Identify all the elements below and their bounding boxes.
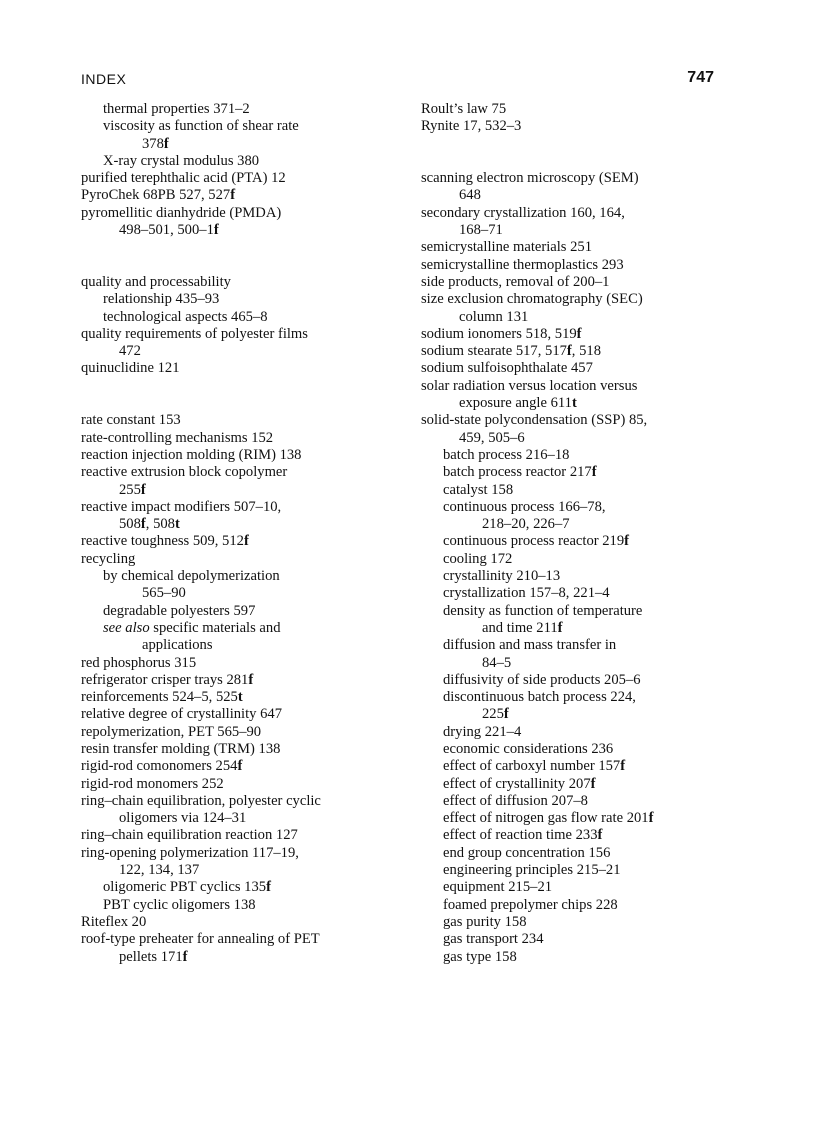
index-entry-text: 648 (459, 187, 481, 204)
index-subentry (421, 689, 716, 706)
index-spacer (421, 153, 716, 170)
index-entry-text: solid-state polycondensation (SSP) 85, (421, 412, 648, 429)
index-subentry (421, 931, 716, 948)
index-entry (81, 706, 411, 723)
index-entry-text: side products, removal of 200–1 (421, 273, 610, 290)
index-subentry (421, 845, 716, 862)
index-entry-text: roof-type preheater for annealing of PET (81, 931, 320, 948)
page-type-marker: f (230, 187, 236, 204)
index-spacer (81, 257, 411, 274)
index-entry-text: sodium sulfoisophthalate 457 (421, 360, 593, 377)
index-subentry (421, 793, 716, 810)
index-entry (421, 343, 716, 360)
index-subentry (81, 949, 411, 966)
index-entry (81, 914, 411, 931)
index-entry-text: oligomers via 124–31 (119, 810, 247, 827)
index-entry-text: purified terephthalic acid (PTA) 12 (81, 170, 286, 187)
index-entry-text: semicrystalline thermoplastics 293 (421, 256, 624, 273)
index-entry-text: 225 (482, 706, 504, 723)
page-type-marker: f (503, 706, 509, 723)
index-entry-text: red phosphorus 315 (81, 654, 197, 671)
index-entry (81, 464, 411, 481)
index-entry (81, 187, 411, 204)
index-subentry (81, 153, 411, 170)
index-entry-text: reactive impact modifiers 507–10, (81, 498, 282, 515)
index-subentry (81, 291, 411, 308)
index-subentry (81, 222, 411, 239)
index-entry-text: crystallization 157–8, 221–4 (443, 585, 610, 602)
index-entry-text: effect of nitrogen gas flow rate 201 (443, 810, 649, 827)
index-entry (81, 758, 411, 775)
index-entry-text: equipment 215–21 (443, 879, 553, 896)
index-entry (421, 101, 716, 118)
index-entry-text: quality and processability (81, 273, 231, 290)
index-entry-text: column 131 (459, 308, 529, 325)
index-entry-text: thermal properties 371–2 (103, 101, 250, 117)
index-entry-text: ring-opening polymerization 117–19, (81, 844, 299, 861)
index-entry-text: rate-controlling mechanisms 152 (81, 429, 274, 446)
index-entry-text: cooling 172 (443, 550, 513, 567)
page-type-marker: f (624, 533, 630, 550)
page-type-marker: f (182, 948, 188, 965)
index-subentry (81, 568, 411, 585)
index-entry-text: reactive toughness 509, 512 (81, 533, 244, 550)
index-entry-text: degradable polyesters 597 (103, 602, 256, 619)
page-type-marker: f (620, 758, 626, 775)
index-entry-text: technological aspects 465–8 (103, 308, 268, 325)
index-subentry (81, 343, 411, 360)
index-subentry (421, 827, 716, 844)
index-entry-text: effect of diffusion 207–8 (443, 792, 588, 809)
index-subentry (421, 724, 716, 741)
index-subentry (81, 637, 411, 654)
index-subentry (421, 879, 716, 896)
index-entry-text: discontinuous batch process 224, (443, 689, 636, 706)
index-entry (81, 689, 411, 706)
index-entry (421, 170, 716, 187)
index-subentry (421, 758, 716, 775)
index-entry-text: diffusivity of side products 205–6 (443, 671, 641, 688)
index-entry-text: pellets 171 (119, 948, 183, 965)
page-type-marker: t (174, 516, 180, 533)
index-subentry (421, 603, 716, 620)
index-entry (421, 274, 716, 291)
index-entry (421, 412, 716, 429)
index-entry-text: ring–chain equilibration reaction 127 (81, 827, 298, 844)
index-entry (81, 776, 411, 793)
index-entry (81, 533, 411, 550)
index-subentry (81, 136, 411, 153)
page-type-marker: t (571, 395, 577, 412)
page-type-marker: t (237, 689, 243, 706)
index-entry-text: 459, 505–6 (459, 429, 525, 446)
page-type-marker: f (648, 810, 654, 827)
index-entry-text: continuous process 166–78, (443, 498, 606, 515)
index-subentry (421, 741, 716, 758)
index-entry-text: effect of carboxyl number 157 (443, 758, 621, 775)
page-type-marker: f (591, 464, 597, 481)
index-subentry (421, 551, 716, 568)
index-entry-text: relative degree of crystallinity 647 (81, 706, 282, 723)
page-type-marker: f (566, 343, 572, 360)
index-entry-text: 255 (119, 481, 141, 498)
index-entry (421, 291, 716, 308)
page-type-marker: f (243, 533, 249, 550)
index-entry (81, 827, 411, 844)
index-entry (81, 845, 411, 862)
index-entry (421, 257, 716, 274)
index-entry-pages: , 508 (145, 516, 175, 533)
index-entry-text: foamed prepolymer chips 228 (443, 896, 618, 913)
index-entry-text: quinuclidine 121 (81, 360, 180, 377)
index-entry-text: continuous process reactor 219 (443, 533, 625, 550)
index-entry (81, 412, 411, 429)
page-type-marker: f (590, 775, 596, 792)
index-subentry (81, 101, 411, 118)
index-entry-text: catalyst 158 (443, 481, 514, 498)
index-subentry (421, 464, 716, 481)
index-subentry (421, 620, 716, 637)
index-entry-text: 122, 134, 137 (119, 862, 200, 879)
index-subentry (81, 585, 411, 602)
index-subentry (81, 862, 411, 879)
page-type-marker: f (237, 758, 243, 775)
index-entry-text: rate constant 153 (81, 412, 181, 429)
index-subentry (421, 672, 716, 689)
index-subentry (421, 447, 716, 464)
index-entry (421, 118, 716, 135)
index-entry-text: 472 (119, 343, 141, 360)
index-subentry (421, 533, 716, 550)
index-entry-text: gas transport 234 (443, 931, 544, 948)
index-entry-text: 218–20, 226–7 (482, 516, 570, 533)
index-subentry (421, 637, 716, 654)
cross-reference-label: see also (103, 619, 150, 636)
index-entry-text: end group concentration 156 (443, 844, 611, 861)
index-subentry (81, 620, 411, 637)
index-column-right (421, 101, 716, 966)
index-entry-text: solar radiation versus location versus (421, 377, 638, 394)
index-subentry (421, 516, 716, 533)
index-entry (81, 170, 411, 187)
index-entry-text: reaction injection molding (RIM) 138 (81, 446, 302, 463)
page-number: 747 (687, 69, 714, 86)
index-subentry (421, 655, 716, 672)
index-entry (81, 326, 411, 343)
index-entry (81, 655, 411, 672)
index-entry-text: rigid-rod comonomers 254 (81, 758, 238, 775)
index-entry-text: PBT cyclic oligomers 138 (103, 896, 256, 913)
page-type-marker: f (140, 516, 146, 533)
page-type-marker: f (248, 671, 254, 688)
index-entry (421, 378, 716, 395)
index-entry-text: 168–71 (459, 222, 503, 239)
index-entry-text: ring–chain equilibration, polyester cyclic (81, 792, 321, 809)
index-entry-text: 508 (119, 516, 141, 533)
index-entry-text: batch process reactor 217 (443, 464, 592, 481)
page-type-marker: f (140, 481, 146, 498)
index-entry (421, 205, 716, 222)
index-entry-text: density as function of temperature (443, 602, 643, 619)
index-spacer (81, 239, 411, 256)
running-header-section: INDEX (81, 71, 127, 87)
index-subentry (81, 879, 411, 896)
index-entry-text: semicrystalline materials 251 (421, 239, 593, 256)
index-entry (421, 360, 716, 377)
index-entry (81, 499, 411, 516)
index-entry-text: resin transfer molding (TRM) 138 (81, 740, 281, 757)
index-entry (81, 430, 411, 447)
index-entry-text: refrigerator crisper trays 281 (81, 671, 249, 688)
index-subentry (81, 810, 411, 827)
index-entry-text: 498–501, 500–1 (119, 222, 214, 239)
index-entry-text: 378 (142, 135, 164, 152)
index-subentry (81, 603, 411, 620)
index-entry-text: effect of crystallinity 207 (443, 775, 591, 792)
index-entry-text: recycling (81, 550, 136, 567)
index-entry-text: diffusion and mass transfer in (443, 637, 617, 654)
index-entry (421, 326, 716, 343)
index-subentry (421, 187, 716, 204)
index-entry-text: engineering principles 215–21 (443, 862, 621, 879)
index-entry (421, 239, 716, 256)
index-entry (81, 741, 411, 758)
index-entry-text: Riteflex 20 (81, 913, 147, 930)
index-entry-text: PyroChek 68PB 527, 527 (81, 187, 231, 204)
index-spacer (81, 395, 411, 412)
index-entry-text: economic considerations 236 (443, 740, 614, 757)
index-entry (81, 724, 411, 741)
index-entry-text: Rynite 17, 532–3 (421, 118, 522, 135)
index-entry-text: drying 221–4 (443, 723, 522, 740)
index-entry-text: size exclusion chromatography (SEC) (421, 291, 643, 308)
index-subentry (421, 914, 716, 931)
index-subentry (421, 499, 716, 516)
index-entry (81, 793, 411, 810)
index-subentry (421, 897, 716, 914)
index-entry-text: X-ray crystal modulus 380 (103, 152, 260, 169)
page-type-marker: f (163, 135, 169, 152)
index-subentry (81, 897, 411, 914)
index-subentry (81, 118, 411, 135)
index-entry (81, 931, 411, 948)
index-entry-text: by chemical depolymerization (103, 568, 280, 585)
index-entry-text: gas type 158 (443, 948, 517, 965)
index-entry-text: viscosity as function of shear rate (103, 118, 299, 135)
index-subentry (421, 568, 716, 585)
index-entry-text: 565–90 (142, 585, 186, 602)
index-entry-text: exposure angle 611 (459, 395, 572, 412)
index-subentry (81, 516, 411, 533)
index-entry-text: effect of reaction time 233 (443, 827, 598, 844)
index-subentry (421, 482, 716, 499)
index-spacer (81, 378, 411, 395)
index-subentry (421, 585, 716, 602)
index-entry-text: sodium stearate 517, 517 (421, 343, 567, 360)
index-entry-text: specific materials and (149, 619, 281, 636)
index-subentry (421, 222, 716, 239)
index-entry (81, 551, 411, 568)
index-entry (81, 447, 411, 464)
index-entry (81, 205, 411, 222)
index-entry-text: oligomeric PBT cyclics 135 (103, 879, 267, 896)
index-spacer (421, 136, 716, 153)
index-entry-text: gas purity 158 (443, 913, 527, 930)
index-entry-text: Roult’s law 75 (421, 101, 507, 117)
index-entry-text: repolymerization, PET 565–90 (81, 723, 262, 740)
page-type-marker: f (213, 222, 219, 239)
index-subentry (81, 482, 411, 499)
index-entry-text: reinforcements 524–5, 525 (81, 689, 238, 706)
index-entry-text: secondary crystallization 160, 164, (421, 204, 625, 221)
index-entry-text: crystallinity 210–13 (443, 568, 561, 585)
index-entry-text: applications (142, 637, 213, 654)
index-entry-text: sodium ionomers 518, 519 (421, 325, 577, 342)
index-entry-text: scanning electron microscopy (SEM) (421, 170, 639, 187)
index-entry-pages: , 518 (571, 343, 601, 360)
index-subentry (421, 309, 716, 326)
index-subentry (421, 810, 716, 827)
page-type-marker: f (266, 879, 271, 896)
index-entry-text: batch process 216–18 (443, 446, 570, 463)
index-subentry (81, 309, 411, 326)
index-entry-text: reactive extrusion block copolymer (81, 464, 288, 481)
index-entry (81, 360, 411, 377)
index-entry-text: relationship 435–93 (103, 291, 220, 308)
index-entry-text: quality requirements of polyester films (81, 325, 308, 342)
index-subentry (421, 949, 716, 966)
index-subentry (421, 430, 716, 447)
index-entry-text: 84–5 (482, 654, 512, 671)
page-type-marker: f (557, 619, 563, 636)
index-entry-text: rigid-rod monomers 252 (81, 775, 224, 792)
page-type-marker: f (597, 827, 603, 844)
index-subentry (421, 862, 716, 879)
index-subentry (421, 776, 716, 793)
index-entry-text: and time 211 (482, 619, 558, 636)
page-type-marker: f (576, 325, 582, 342)
index-entry-text: pyromellitic dianhydride (PMDA) (81, 204, 282, 221)
index-entry (81, 274, 411, 291)
index-subentry (421, 706, 716, 723)
index-subentry (421, 395, 716, 412)
index-column-left (81, 101, 411, 966)
index-entry (81, 672, 411, 689)
